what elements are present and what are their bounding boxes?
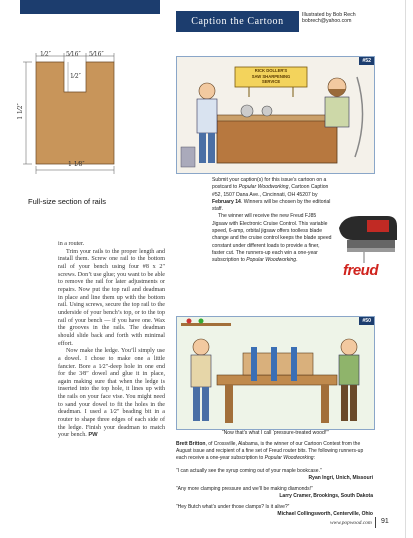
diagram-caption: Full-size section of rails <box>28 197 106 206</box>
footer-divider <box>375 517 376 528</box>
winning-caption: “Now that’s what I call ‘pressure-treated wood!’” <box>221 430 330 436</box>
article-paragraph-1: in a router. <box>58 241 85 247</box>
runner-up-name: Larry Cramer, Brookings, South Dakota <box>279 492 373 499</box>
instructions-text-2: , Cartoon Caption #52, 1507 Dana Ave., Cincinnati, OH 45207 by <box>212 184 329 198</box>
prize-text: The winner will receive the new Freud FJ85 Jigsaw with Electronic Cruise Control. This variable speed, 6-amp, orbital jigsaw offers toolless blade change and the cruise control keeps the blade speed constant under different loads to provide a finer, faster cut. The runners-up each win a one-year subscription to <box>212 213 332 264</box>
runner-up-quote: “I can actually see the syrup coming out of your maple bookcase.” <box>176 468 322 474</box>
dim-top-left: 1⁄2″ <box>40 51 51 58</box>
deadline: February 14 <box>212 198 241 205</box>
article-paragraph-3 <box>58 348 165 440</box>
runner-up-1 <box>176 468 373 482</box>
winner-end: : <box>313 455 315 461</box>
page-edge-rule <box>405 0 406 538</box>
winner-name: Brett Britton <box>176 441 206 447</box>
dim-groove-depth: 1⁄2″ <box>70 73 81 80</box>
prize-end: . <box>296 257 298 264</box>
dim-top-right: 5⁄16″ <box>89 51 104 58</box>
prize-description <box>212 213 332 264</box>
runner-up-quote: “Hey Butch what’s under those clamps? Is it alive?” <box>176 504 290 510</box>
runner-up-name: Ryan Ingri, Unich, Missouri <box>308 474 373 481</box>
cartoon-number-badge: #52 <box>359 57 374 65</box>
instructions-text-1: Submit your caption(s) for this issue’s cartoon on a postcard to <box>212 177 327 191</box>
author-signature: PW <box>88 432 98 439</box>
dim-bottom-width: 1 1⁄8″ <box>68 161 85 168</box>
runner-up-2 <box>176 486 373 500</box>
cartoon-50 <box>176 316 375 430</box>
runner-up-3 <box>176 504 373 518</box>
cartoon-50-illustration <box>177 317 374 429</box>
dim-left-height: 1 1⁄2″ <box>16 103 24 120</box>
page-number: 91 <box>381 518 389 525</box>
sign-line-1: RICK DOLLER'S <box>254 68 288 73</box>
article-body <box>58 241 165 440</box>
rail-section-drawing <box>18 48 126 176</box>
illustrator-email: bobrech@yahoo.com <box>302 18 352 25</box>
runner-up-name: Michael Collingsworth, Centerville, Ohio <box>277 510 373 517</box>
cartoon-number-badge-2: #50 <box>359 317 374 325</box>
contest-instructions <box>212 177 332 265</box>
winner-magazine: Popular Woodworking <box>264 455 314 461</box>
illustrator-credit <box>302 12 356 25</box>
winner-announcement <box>176 441 375 462</box>
prize-magazine: Popular Woodworking <box>246 257 297 264</box>
illustrator-name: Illustrated by Bob Rech <box>302 12 356 18</box>
cartoon-sign <box>235 68 307 85</box>
sign-line-2: SAW SHARPENING <box>251 73 291 79</box>
submit-instructions <box>212 177 332 213</box>
winner-paragraph <box>176 441 375 462</box>
instructions-text-3: . Winners will be chosen by the editorial staff. <box>212 198 331 213</box>
cartoon-52 <box>176 56 375 174</box>
freud-logo: freud <box>343 262 378 279</box>
article-paragraph-3-text: Now make the ledge. You’ll simply use a dowel. I chose to make one a little fancier. Bore a 1⁄2″-deep hole in one end for the 3⁄8″ dowel and glue it in place, again making sure that when the ledge is inserted into the top hole, it lines up with the rails on your face vise. You might need to sand your dowel to fit the holes in the deadman. I used a 1⁄2″ beading bit in a router to shape three edges of each side of the ledge. Finish your deadman to match your bench. <box>58 348 165 439</box>
top-color-tab <box>20 0 160 14</box>
caption-contest-header: Caption the Cartoon <box>176 11 299 32</box>
article-paragraph-2: Trim your rails to the proper length and install them. Screw one rail to the bottom rail of your bench using four #8 x 2″ screws. Don’t use glue; you want to be able to remove the rail for later adjustments or repairs. Now put the top rail and deadman in place and line them up with the bottom rail. Using screws, secure the top rail to the underside of your bench’s top, or to the top rail of your bench — if you have one. Wax the grooves in the rails. The deadman should slide back and forth with minimal effort. <box>58 248 165 347</box>
rail-section-diagram <box>18 48 126 176</box>
runner-up-quote: “Any more clamping pressure and we’ll be making diamonds!” <box>176 486 313 492</box>
footer-url: www.popwood.com <box>330 520 372 526</box>
instructions-magazine: Popular Woodworking <box>238 184 289 191</box>
dim-top-mid: 5⁄16″ <box>66 51 81 58</box>
jigsaw-product-image <box>333 210 403 265</box>
sign-line-3: SERVICE <box>261 79 281 85</box>
winner-text: , of Crossville, Alabama, is the winner of our Cartoon Contest from the August issue and recipient of a fine set of Freud router bits. The following runners-up each receive a one-year subscription to <box>176 441 364 461</box>
